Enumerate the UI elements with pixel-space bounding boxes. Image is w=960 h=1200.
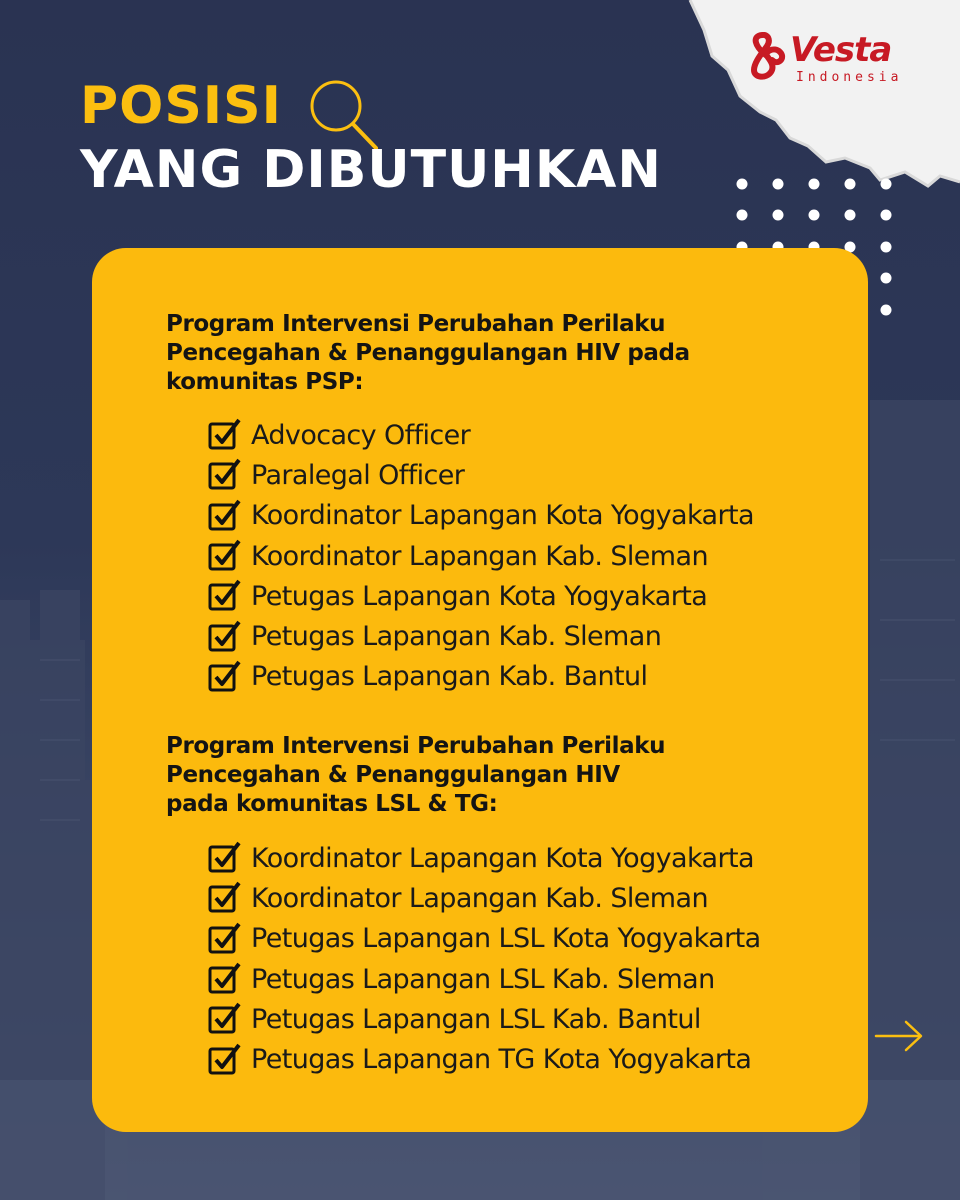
section-title-lsl-tg (166, 732, 665, 819)
position-label: Koordinator Lapangan Kab. Sleman (251, 882, 708, 914)
checkbox-icon (208, 418, 242, 452)
position-label: Petugas Lapangan LSL Kab. Bantul (251, 1003, 701, 1035)
list-item (208, 455, 754, 495)
checkbox-icon (208, 579, 242, 613)
list-item (208, 878, 761, 918)
checkbox-icon (208, 881, 242, 915)
section-title-line: Pencegahan & Penanggulangan HIV pada (166, 340, 690, 366)
checkbox-icon (208, 499, 242, 533)
position-label: Petugas Lapangan LSL Kota Yogyakarta (251, 923, 761, 955)
position-label: Koordinator Lapangan Kota Yogyakarta (251, 500, 754, 532)
heading-line-2: YANG DIBUTUHKAN (80, 140, 662, 200)
brand-subtitle: Indonesia (796, 70, 903, 85)
position-label: Koordinator Lapangan Kota Yogyakarta (251, 842, 754, 874)
list-item (208, 919, 761, 959)
list-item (208, 999, 761, 1039)
positions-list-lsl-tg (208, 838, 761, 1080)
brand-name: Vesta (790, 30, 892, 70)
list-item (208, 616, 754, 656)
position-label: Petugas Lapangan TG Kota Yogyakarta (251, 1044, 752, 1076)
section-title-psp (166, 310, 690, 397)
heading-line-1: POSISI (80, 76, 282, 136)
list-item (208, 1039, 761, 1079)
position-label: Paralegal Officer (251, 459, 465, 491)
list-item (208, 657, 754, 697)
checkbox-icon (208, 1002, 242, 1036)
list-item (208, 959, 761, 999)
list-item (208, 838, 761, 878)
section-title-line: Program Intervensi Perubahan Perilaku (166, 311, 666, 337)
list-item (208, 576, 754, 616)
brand-logo (744, 28, 944, 92)
checkbox-icon (208, 539, 242, 573)
section-title-line: Program Intervensi Perubahan Perilaku (166, 733, 666, 759)
position-label: Petugas Lapangan LSL Kab. Sleman (251, 963, 715, 995)
checkbox-icon (208, 620, 242, 654)
section-title-line: pada komunitas LSL & TG: (166, 791, 498, 817)
section-title-line: Pencegahan & Penanggulangan HIV (166, 762, 620, 788)
list-item (208, 496, 754, 536)
list-item (208, 536, 754, 576)
ribbon-logo-icon (744, 32, 790, 80)
position-label: Advocacy Officer (251, 419, 471, 451)
checkbox-icon (208, 458, 242, 492)
position-label: Petugas Lapangan Kota Yogyakarta (251, 580, 708, 612)
checkbox-icon (208, 660, 242, 694)
checkbox-icon (208, 1043, 242, 1077)
position-label: Petugas Lapangan Kab. Sleman (251, 621, 662, 653)
checkbox-icon (208, 922, 242, 956)
arrow-right-icon[interactable] (872, 1016, 928, 1056)
section-title-line: komunitas PSP: (166, 369, 364, 395)
list-item (208, 415, 754, 455)
checkbox-icon (208, 841, 242, 875)
position-label: Koordinator Lapangan Kab. Sleman (251, 540, 708, 572)
positions-list-psp (208, 415, 754, 697)
checkbox-icon (208, 962, 242, 996)
position-label: Petugas Lapangan Kab. Bantul (251, 661, 648, 693)
